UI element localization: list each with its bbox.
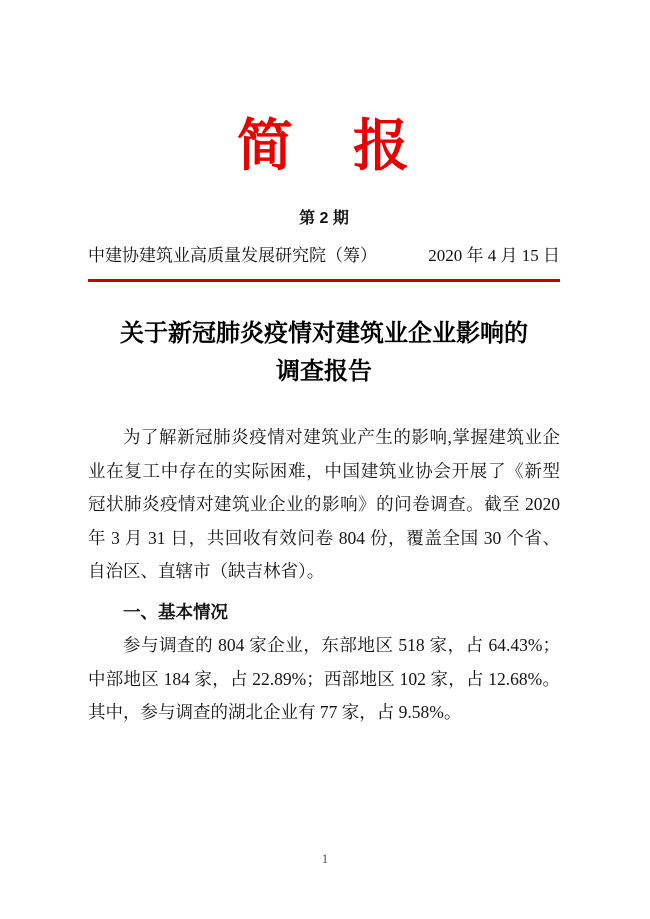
publisher-name: 中建协建筑业高质量发展研究院（筹）: [88, 246, 377, 265]
masthead-title: 简 报: [237, 116, 411, 178]
section-1-heading: 一、基本情况: [123, 601, 228, 622]
red-divider-rule: [88, 279, 560, 282]
publisher-row: [88, 244, 560, 268]
issue-number: 第 2 期: [299, 210, 349, 227]
publish-date: 2020 年 4 月 15 日: [428, 246, 560, 265]
section-1-paragraph: 参与调查的 804 家企业，东部地区 518 家，占 64.43%；中部地区 184 家，占 22.89%；西部地区 102 家，占 12.68%。其中，参与调查的湖北企业有 77 家，占 9.58%。: [88, 635, 560, 722]
report-title: [88, 315, 560, 391]
page-number: 1: [321, 852, 329, 866]
report-title-line1: 关于新冠肺炎疫情对建筑业企业影响的: [120, 321, 528, 347]
report-title-line2: 调查报告: [276, 359, 372, 385]
intro-paragraph: 为了解新冠肺炎疫情对建筑业产生的影响,掌握建筑业企业在复工中存在的实际困难，中国建筑业协会开展了《新型冠状肺炎疫情对建筑业企业的影响》的问卷调查。截至 2020 年 3 月 31 日，共回收有效问卷 804 份，覆盖全国 30 个省、自治区、直辖市（缺吉林省）。: [88, 427, 560, 581]
